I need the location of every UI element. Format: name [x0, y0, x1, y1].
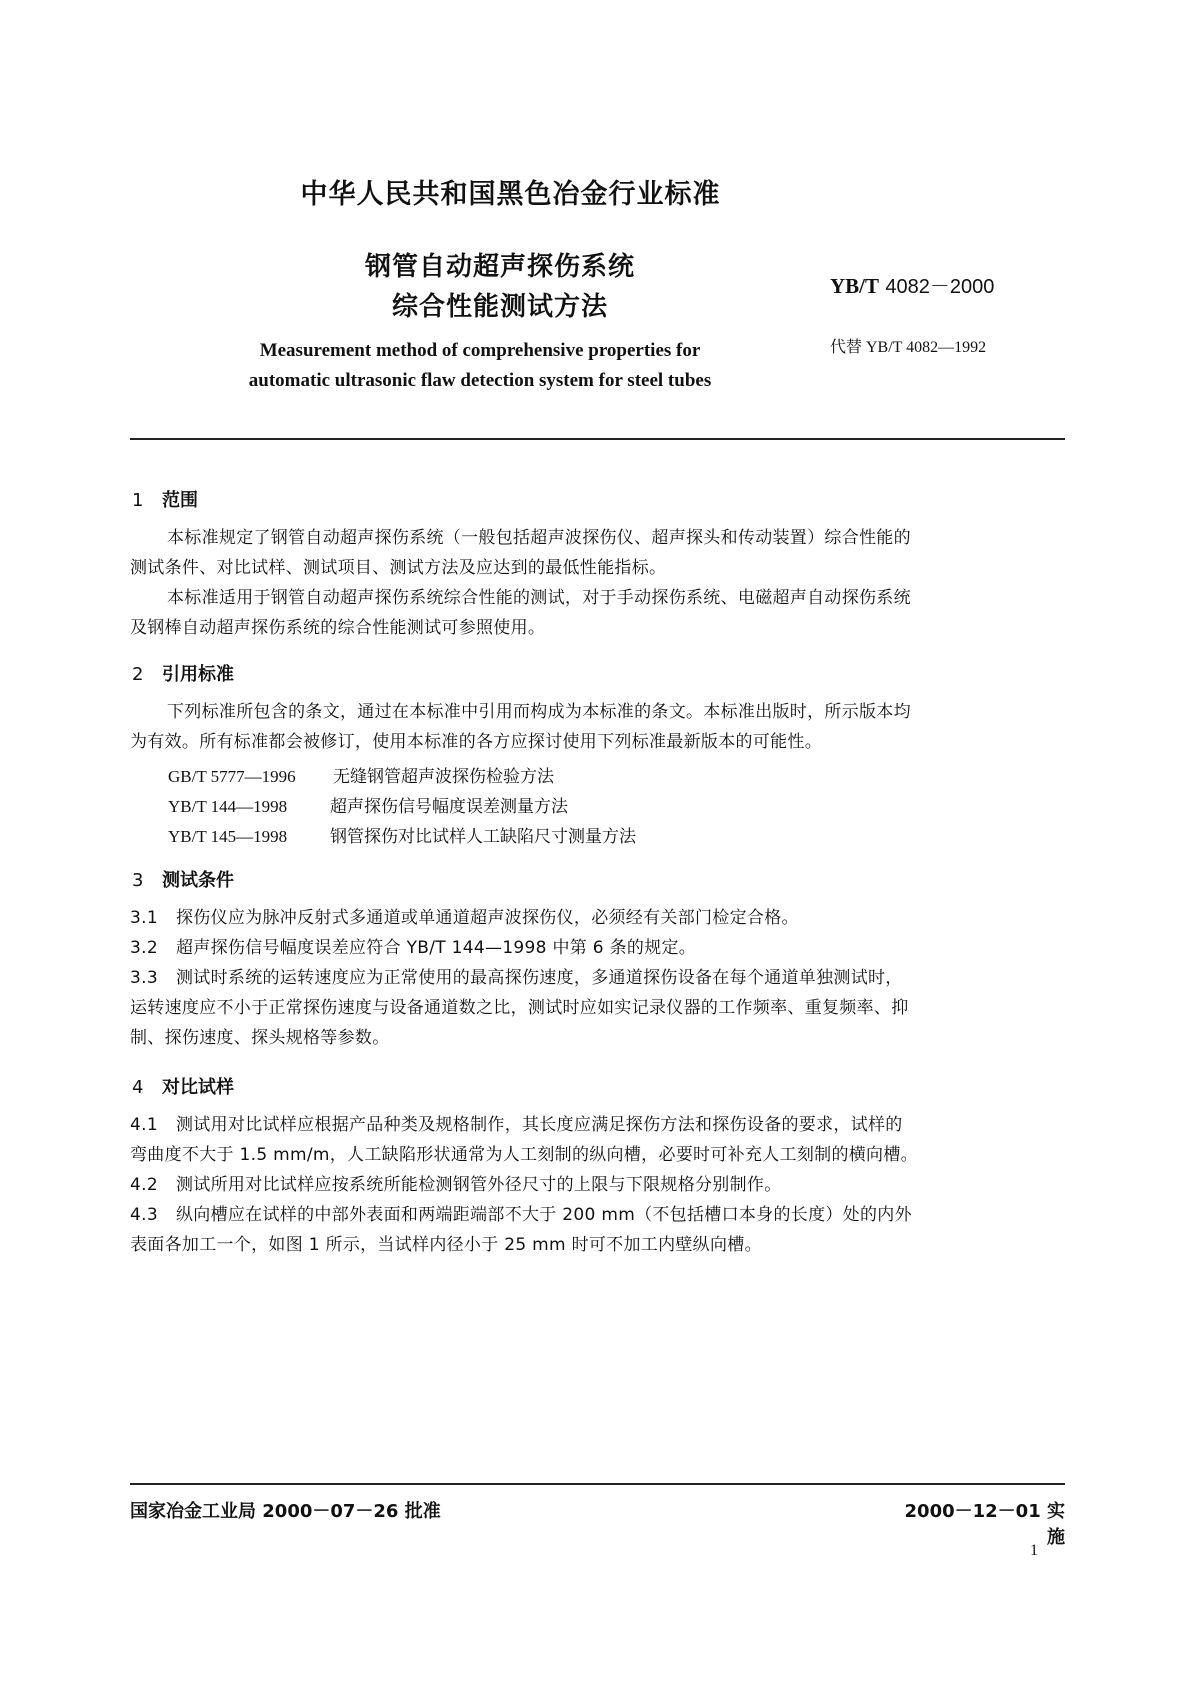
- clause-4-3-line-b: 表面各加工一个，如图 1 所示，当试样内径小于 25 mm 时可不加工内壁纵向槽。: [130, 1235, 762, 1255]
- clause-4-1-number: 4.1: [130, 1115, 158, 1135]
- clause-3-2-number: 3.2: [130, 938, 158, 958]
- section-2-paragraph-1: [130, 697, 1065, 757]
- clause-3-3-line-b: 运转速度应不小于正常探伤速度与设备通道数之比，测试时应如实记录仪器的工作频率、重复频率、抑: [130, 998, 909, 1018]
- section-1-number: 1: [132, 490, 144, 511]
- clause-3-1-number: 3.1: [130, 908, 158, 928]
- clause-3-3-line-c: 制、探伤速度、探头规格等参数。: [130, 1028, 390, 1048]
- section-1-paragraph-2: [130, 583, 1065, 643]
- reference-title: 超声探伤信号幅度误差测量方法: [330, 797, 568, 817]
- clause-4-2-text: 测试所用对比试样应按系统所能检测钢管外径尺寸的上限与下限规格分别制作。: [176, 1175, 782, 1195]
- section-3-heading: [132, 866, 234, 892]
- reference-code: YB/T 145—1998: [168, 827, 288, 846]
- section-2-title: 引用标准: [162, 664, 234, 685]
- standard-code-number: 4082－2000: [885, 276, 995, 298]
- clause-4-1-line-a: 测试用对比试样应根据产品种类及规格制作，其长度应满足探伤方法和探伤设备的要求，试样的: [176, 1115, 903, 1135]
- section-1-p2-line-b: 及钢棒自动超声探伤系统的综合性能测试可参照使用。: [130, 618, 546, 638]
- page-number: 1: [1030, 1542, 1038, 1559]
- section-1-p2-line-a: 本标准适用于钢管自动超声探伤系统综合性能的测试，对于手动探伤系统、电磁超声自动探伤系统: [167, 588, 911, 608]
- section-3-title: 测试条件: [162, 870, 234, 891]
- section-4-heading: [132, 1073, 234, 1099]
- section-1-paragraph-1: [130, 523, 1065, 583]
- clause-4-3: [130, 1200, 1065, 1260]
- standard-category: 中华人民共和国黑色冶金行业标准: [300, 179, 721, 210]
- approval-note: 国家冶金工业局 2000－07－26 批准: [130, 1501, 441, 1522]
- document-title-line1: 钢管自动超声探伤系统: [364, 252, 635, 282]
- reference-item: [168, 792, 568, 817]
- section-2-p1-line-a: 下列标准所包含的条文，通过在本标准中引用而构成为本标准的条文。本标准出版时，所示版本均: [167, 702, 911, 722]
- replaces-text: 代替 YB/T 4082—1992: [830, 339, 987, 356]
- footer-divider: [130, 1483, 1065, 1485]
- reference-item: [168, 762, 554, 787]
- replaces-standard: [830, 334, 986, 357]
- reference-code: GB/T 5777—1996: [168, 767, 296, 786]
- clause-3-1-text: 探伤仪应为脉冲反射式多通道或单通道超声波探伤仪，必须经有关部门检定合格。: [176, 908, 799, 928]
- english-title-line1: Measurement method of comprehensive properties for: [259, 340, 701, 361]
- document-title-line2: 综合性能测试方法: [391, 292, 608, 322]
- standard-code: [830, 270, 994, 299]
- section-1-heading: [132, 486, 198, 512]
- section-2-number: 2: [132, 664, 144, 685]
- reference-title: 无缝钢管超声波探伤检验方法: [333, 767, 554, 787]
- standard-code-prefix: YB/T: [830, 274, 880, 298]
- header-divider: [130, 438, 1065, 440]
- clause-3-3-line-a: 测试时系统的运转速度应为正常使用的最高探伤速度，多通道探伤设备在每个通道单独测试时，: [176, 968, 903, 988]
- reference-title: 钢管探伤对比试样人工缺陷尺寸测量方法: [330, 827, 636, 847]
- section-4-title: 对比试样: [162, 1077, 234, 1098]
- section-1-p1-line-b: 测试条件、对比试样、测试项目、测试方法及应达到的最低性能指标。: [130, 558, 667, 578]
- clause-3-2: [130, 933, 1065, 963]
- reference-item: [168, 822, 636, 847]
- clause-4-3-number: 4.3: [130, 1205, 158, 1225]
- clause-3-3: [130, 963, 1065, 1053]
- reference-code: YB/T 144—1998: [168, 797, 288, 816]
- section-3-number: 3: [132, 870, 144, 891]
- implementation-date: 2000－12－01 实施: [904, 1501, 1065, 1548]
- clause-4-2-number: 4.2: [130, 1175, 158, 1195]
- clause-4-1: [130, 1110, 1065, 1170]
- clause-3-3-number: 3.3: [130, 968, 158, 988]
- clause-3-1: [130, 903, 1065, 933]
- section-2-heading: [132, 660, 234, 686]
- section-1-p1-line-a: 本标准规定了钢管自动超声探伤系统（一般包括超声波探伤仪、超声探头和传动装置）综合性能的: [167, 528, 911, 548]
- clause-3-2-text: 超声探伤信号幅度误差应符合 YB/T 144—1998 中第 6 条的规定。: [176, 938, 697, 958]
- english-title-line2: automatic ultrasonic flaw detection system for steel tubes: [248, 370, 712, 391]
- clause-4-1-line-b: 弯曲度不大于 1.5 mm/m，人工缺陷形状通常为人工刻制的纵向槽，必要时可补充人工刻制的横向槽。: [130, 1145, 918, 1165]
- clause-4-2: [130, 1170, 1065, 1200]
- section-2-p1-line-b: 为有效。所有标准都会被修订，使用本标准的各方应探讨使用下列标准最新版本的可能性。: [130, 732, 822, 752]
- section-1-title: 范围: [162, 490, 198, 511]
- clause-4-3-line-a: 纵向槽应在试样的中部外表面和两端距端部不大于 200 mm（不包括槽口本身的长度）处的内外: [176, 1205, 912, 1225]
- section-4-number: 4: [132, 1077, 144, 1098]
